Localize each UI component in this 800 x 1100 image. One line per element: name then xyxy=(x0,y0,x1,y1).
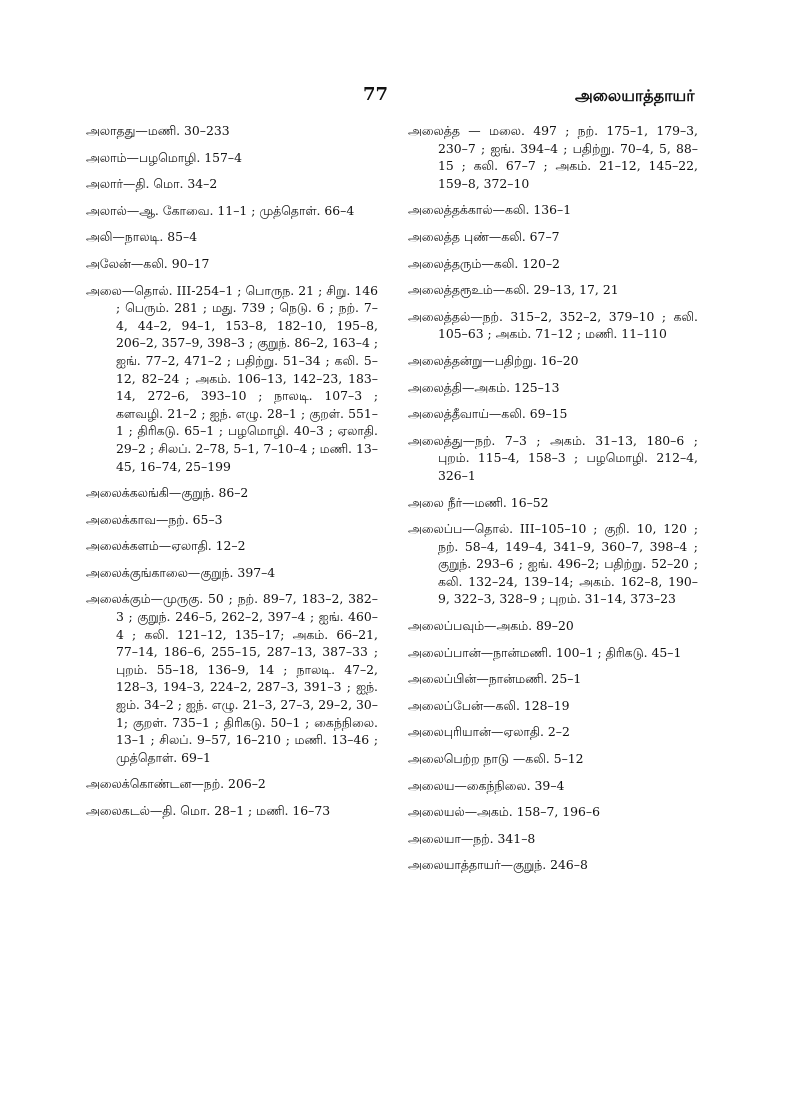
entry-headword: அலைக்களம்— xyxy=(86,538,172,554)
entry-headword: அலைக்கும்— xyxy=(86,591,164,607)
entry-references: நற். 7–3 ; அகம். 31–13, 180–6 ; புறம். 115–4, 158–3 ; பழமொழி. 212–4, 326–1 xyxy=(438,432,698,483)
entry-references: நற். 206–2 xyxy=(203,776,266,792)
entry-headword: அலைப்பின்— xyxy=(408,671,489,687)
index-entry xyxy=(408,856,698,874)
index-entry xyxy=(408,777,698,795)
entry-headword: அலைக்குங்காலை— xyxy=(86,564,201,580)
index-entry xyxy=(408,617,698,635)
index-entry xyxy=(86,282,378,476)
index-entry xyxy=(86,537,378,555)
entry-headword: அலை— xyxy=(86,282,135,298)
index-entry xyxy=(408,670,698,688)
entry-references: கலி. 29–13, 17, 21 xyxy=(505,282,619,298)
entry-headword: அலார்— xyxy=(86,176,136,192)
entry-headword: அலையா— xyxy=(408,830,474,846)
entry-headword: அலைப்பேன்— xyxy=(408,697,496,713)
entry-headword: அலை நீர்— xyxy=(408,494,475,510)
index-entry xyxy=(408,830,698,848)
entry-headword: அலேன்— xyxy=(86,255,144,271)
index-entry xyxy=(408,750,698,768)
entry-references: கலி. 128–19 xyxy=(495,697,570,713)
entry-references: தொல். III–105–10 ; குறி. 10, 120 ; நற். 58–4, 149–4, 341–9, 360–7, 398–4 ; குறுந். 293–6 ; ஐங். 496–2; பதிற்று. 52–20 ; கலி. 132–24, 139–14; அகம். 162–8, 190–9, 322–3, 328–9 ; புறம். 31–14, 373–23 xyxy=(438,521,698,607)
entry-references: அகம். 158–7, 196–6 xyxy=(477,804,600,820)
entry-headword: அலைகடல்— xyxy=(86,803,163,818)
index-entry xyxy=(86,228,378,246)
entry-references: குறுந். 246–8 xyxy=(512,857,588,873)
entry-headword: அலைத்தரூஉம்— xyxy=(408,282,506,298)
entry-headword: அலைத்தி— xyxy=(408,379,475,395)
entry-headword: அலைத்தீவாய்— xyxy=(408,406,502,422)
entry-headword: அலாதது— xyxy=(86,123,148,138)
index-entry xyxy=(86,122,378,140)
entry-references: ஏலாதி. 12–2 xyxy=(171,538,246,554)
entry-headword: அலைபெற்ற நாடு — xyxy=(408,751,526,767)
entry-references: முருகு. 50 ; நற். 89–7, 183–2, 382–3 ; குறுந். 246–5, 262–2, 397–4 ; ஐங். 460–4 ; கலி. 121–12, 135–17; அகம். 66–21, 77–14, 186–6, 255–15, 287–13, 387–33 ; புறம். 55–18, 136–9, 14 ; நாலடி. 47–2, 128–3, 194–3, 224–2, 287–3, 391–3 ; ஐந். ஐம். 34–2 ; ஐந். எழு. 21–3, 27–3, 29–2, 30–1; குறள். 735–1 ; திரிகடு. 50–1 ; கைந்நிலை. 13–1 ; சிலப். 9–57, 16–210 ; மணி. 13–46 ; முத்தொள். 69–1 xyxy=(116,591,378,765)
index-entry xyxy=(86,511,378,529)
index-entry xyxy=(408,644,698,662)
entry-headword: அலைய— xyxy=(408,777,467,793)
entry-headword: அலைப்பான்— xyxy=(408,644,494,660)
index-entry xyxy=(408,379,698,397)
entry-references: தொல். III-254–1 ; பொருந. 21 ; சிறு. 146 ; பெரும். 281 ; மது. 739 ; நெடு. 6 ; நற். 7–4, 44–2, 94–1, 153–8, 182–10, 195–8, 206–2, 357–9, 398–3 ; குறுந். 86–2, 163–4 ; ஐங். 77–2, 471–2 ; பதிற்று. 51–34 ; கலி. 5–12, 82–24 ; அகம். 106–13, 142–23, 183–14, 272–6, 393–10 ; நாலடி. 107–3 ; களவழி. 21–2 ; ஐந். எழு. 28–1 ; குறள். 551–1 ; திரிகடு. 65–1 ; பழமொழி. 40–3 ; ஏலாதி. 29–2 ; சிலப். 2–78, 5–1, 7–10–4 ; மணி. 13–45, 16–74, 25–199 xyxy=(116,282,378,474)
entry-references: கலி. 90–17 xyxy=(143,255,210,271)
index-entry xyxy=(86,802,378,820)
entry-references: தி. மொ. 34–2 xyxy=(135,176,218,192)
entry-references: மணி. 30–233 xyxy=(147,123,230,138)
index-entry xyxy=(408,228,698,246)
entry-references: அகம். 89–20 xyxy=(496,618,574,634)
page-number: 77 xyxy=(363,84,389,105)
entry-headword: அலைக்கொண்டன— xyxy=(86,776,204,792)
index-entry xyxy=(408,697,698,715)
entry-headword: அலையாத்தாயர்— xyxy=(408,857,513,873)
entry-references: கலி. 67–7 xyxy=(501,228,560,244)
index-entry xyxy=(408,352,698,370)
entry-headword: அலைக்கலங்கி— xyxy=(86,485,182,501)
index-entry xyxy=(86,775,378,793)
entry-references: கைந்நிலை. 39–4 xyxy=(466,777,565,793)
entry-references: நான்மணி. 25–1 xyxy=(488,671,582,687)
entry-headword: அலைத்தன்று— xyxy=(408,352,495,368)
entry-headword: அலைப்ப— xyxy=(408,521,475,537)
entry-headword: அலி— xyxy=(86,229,125,245)
entry-headword: அலைப்பவும்— xyxy=(408,618,497,634)
entry-references: ஏலாதி. 2–2 xyxy=(503,724,570,740)
entry-references: பழமொழி. 157–4 xyxy=(138,149,242,165)
entry-headword: அலைத்தக்கால்— xyxy=(408,202,505,218)
index-entry xyxy=(408,803,698,821)
index-entry xyxy=(86,484,378,502)
entry-references: மணி. 16–52 xyxy=(474,494,549,510)
index-entry xyxy=(86,149,378,167)
right-column xyxy=(408,122,698,883)
index-entry xyxy=(86,255,378,273)
index-entry xyxy=(408,122,698,192)
index-entry xyxy=(408,723,698,741)
entry-references: ஆ. கோவை. 11–1 ; முத்தொள். 66–4 xyxy=(139,202,355,218)
entry-references: மலை. 497 ; நற். 175–1, 179–3, 230–7 ; ஐங். 394–4 ; பதிற்று. 70–4, 5, 88–15 ; கலி. 67–7 ; அகம். 21–12, 145–22, 159–8, 372–10 xyxy=(438,123,698,191)
entry-references: குறுந். 86–2 xyxy=(181,485,249,501)
entry-references: குறுந். 397–4 xyxy=(200,564,276,580)
entry-references: பதிற்று. 16–20 xyxy=(494,352,579,368)
index-entry xyxy=(408,494,698,512)
entry-references: கலி. 69–15 xyxy=(501,406,568,422)
index-entry xyxy=(408,201,698,219)
entry-references: கலி. 120–2 xyxy=(493,255,560,271)
entry-headword: அலைக்காவ— xyxy=(86,511,169,527)
index-entry xyxy=(408,308,698,343)
entry-headword: அலைத்தல்— xyxy=(408,308,483,324)
entry-headword: அலைத்த புண்— xyxy=(408,228,502,244)
entry-references: தி. மொ. 28–1 ; மணி. 16–73 xyxy=(162,803,331,818)
entry-headword: அலைத்தரும்— xyxy=(408,255,494,271)
left-column xyxy=(86,122,378,829)
index-entry xyxy=(86,175,378,193)
index-entry xyxy=(86,590,378,766)
entry-headword: அலையல்— xyxy=(408,804,478,820)
index-entry xyxy=(408,405,698,423)
index-entry xyxy=(408,281,698,299)
entry-headword: அலைத்த — xyxy=(408,123,489,138)
entry-references: நான்மணி. 100–1 ; திரிகடு. 45–1 xyxy=(493,644,682,660)
running-head: அலையாத்தாயர் xyxy=(575,86,695,105)
index-entry xyxy=(408,255,698,273)
index-entry xyxy=(408,432,698,485)
entry-references: நற். 65–3 xyxy=(168,511,223,527)
entry-references: நற். 315–2, 352–2, 379–10 ; கலி. 105–63 ; அகம். 71–12 ; மணி. 11–110 xyxy=(438,308,698,342)
entry-headword: அலாம்— xyxy=(86,149,139,165)
index-entry xyxy=(86,202,378,220)
entry-references: நற். 341–8 xyxy=(473,830,536,846)
entry-references: கலி. 5–12 xyxy=(525,751,584,767)
index-entry xyxy=(408,520,698,608)
entry-headword: அலால்— xyxy=(86,202,140,218)
entry-headword: அலைத்து— xyxy=(408,432,475,448)
entry-headword: அலைபுரியான்— xyxy=(408,724,504,740)
entry-references: நாலடி. 85–4 xyxy=(124,229,198,245)
index-entry xyxy=(86,564,378,582)
entry-references: கலி. 136–1 xyxy=(504,202,572,218)
entry-references: அகம். 125–13 xyxy=(474,379,560,395)
